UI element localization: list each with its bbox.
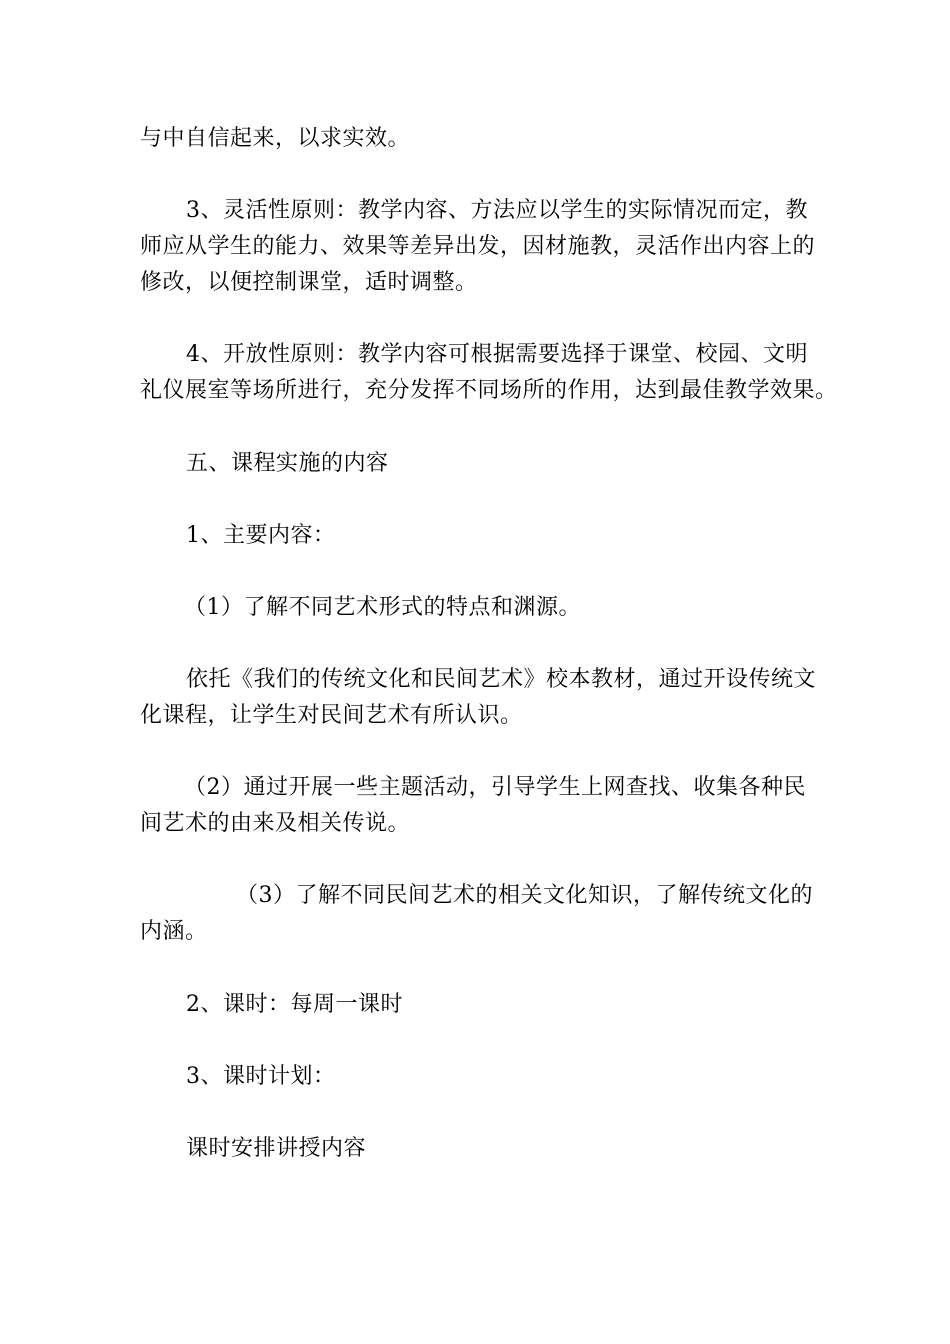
text-line-4: 修改，以便控制课堂，适时调整。 [140, 270, 478, 295]
text-line-2: 3、灵活性原则：教学内容、方法应以学生的实际情况而定，教 [186, 198, 808, 223]
text-line-18: 课时安排讲授内容 [186, 1136, 367, 1161]
text-line-6: 礼仪展室等场所进行，充分发挥不同场所的作用，达到最佳教学效果。 [140, 378, 838, 403]
text-line-12: （2）通过开展一些主题活动，引导学生上网查找、收集各种民 [184, 775, 806, 800]
text-line-9: （1）了解不同艺术形式的特点和渊源。 [184, 595, 581, 620]
text-line-16: 2、课时：每周一课时 [186, 992, 403, 1017]
text-line-1: 与中自信起来，以求实效。 [140, 126, 411, 151]
section-heading: 五、课程实施的内容 [186, 451, 389, 476]
text-line-13: 间艺术的由来及相关传说。 [140, 811, 411, 836]
text-line-14: （3）了解不同民间艺术的相关文化知识，了解传统文化的 [236, 883, 813, 908]
text-line-15: 内涵。 [140, 919, 208, 944]
text-line-3: 师应从学生的能力、效果等差异出发，因材施教，灵活作出内容上的 [140, 234, 816, 259]
text-line-10: 依托《我们的传统文化和民间艺术》校本教材，通过开设传统文 [186, 667, 817, 692]
text-line-11: 化课程，让学生对民间艺术有所认识。 [140, 703, 523, 728]
text-line-17: 3、课时计划： [186, 1064, 336, 1089]
text-line-8: 1、主要内容： [186, 523, 336, 548]
text-line-5: 4、开放性原则：教学内容可根据需要选择于课堂、校园、文明 [186, 342, 808, 367]
